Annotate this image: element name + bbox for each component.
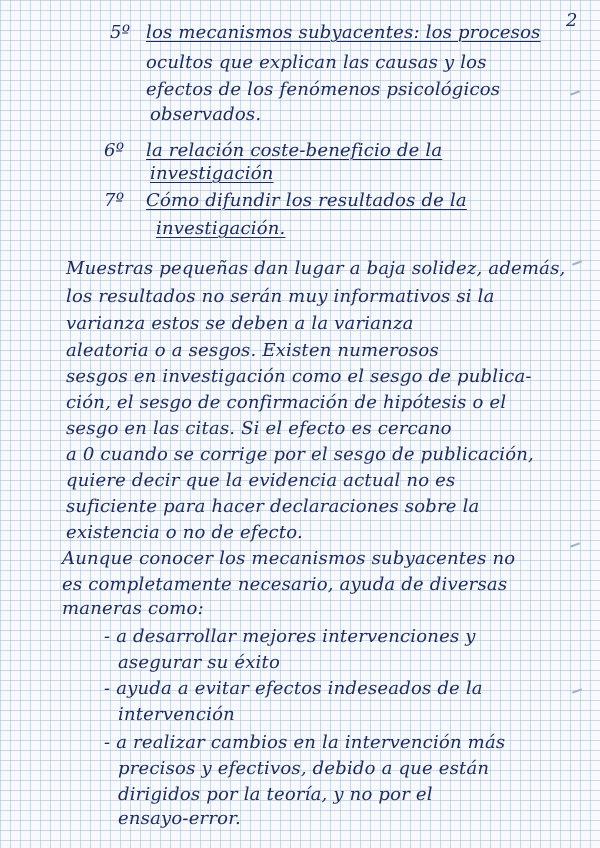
list-marker-5: 5º (110, 22, 131, 43)
list-item-7-line-1: Cómo difundir los resultados de la (146, 190, 467, 211)
paragraph-1-line: a 0 cuando se corrige por el sesgo de publicación, (66, 444, 534, 465)
paragraph-2-line: es completamente necesario, ayuda de diversas (62, 574, 508, 595)
bullet-item-1-line: - a desarrollar mejores intervenciones y (104, 626, 476, 647)
list-item-5-line-3: efectos de los fenómenos psicológicos (146, 79, 501, 100)
bullet-item-3-line: dirigidos por la teoría, y no por el (118, 784, 433, 805)
list-item-6-line-1: la relación coste-beneficio de la (146, 140, 443, 161)
paragraph-1-line: existencia o no de efecto. (66, 522, 303, 543)
paragraph-1-line: ción, el sesgo de confirmación de hipótesis o el (66, 392, 507, 413)
paragraph-1-line: sesgo en las citas. Si el efecto es cercano (66, 418, 452, 439)
bullet-item-3-line: ensayo-error. (118, 808, 241, 829)
bullet-item-3-line: precisos y efectivos, debido a que están (118, 758, 490, 779)
paragraph-1-line: aleatoria o a sesgos. Existen numerosos (66, 340, 439, 361)
bullet-item-2-line: intervención (118, 704, 235, 725)
paragraph-1-line: varianza estos se deben a la varianza (66, 313, 414, 334)
margin-mark (570, 90, 580, 95)
paragraph-2-line: maneras como: (62, 598, 204, 619)
page-number: 2 (566, 10, 578, 31)
list-marker-7: 7º (104, 190, 125, 211)
margin-mark (572, 688, 582, 693)
bullet-item-2-line: - ayuda a evitar efectos indeseados de la (104, 678, 483, 699)
bullet-item-1-line: asegurar su éxito (118, 652, 280, 673)
bullet-item-3-line: - a realizar cambios en la intervención más (104, 732, 506, 753)
paragraph-1-line: sesgos en investigación como el sesgo de publica- (66, 366, 532, 387)
margin-mark (572, 260, 582, 265)
margin-mark (570, 542, 580, 547)
paragraph-2-line: Aunque conocer los mecanismos subyacentes no (62, 548, 516, 569)
paragraph-1-line: Muestras pequeñas dan lugar a baja solidez, además, (66, 258, 566, 279)
list-marker-6: 6º (104, 140, 125, 161)
list-item-5-line-1: los mecanismos subyacentes: los procesos (146, 22, 541, 43)
list-item-7-line-2: investigación. (156, 218, 286, 239)
list-item-5-line-4: observados. (150, 104, 262, 125)
list-item-5-line-2: ocultos que explican las causas y los (146, 52, 487, 73)
paragraph-1-line: los resultados no serán muy informativos si la (66, 286, 495, 307)
list-item-6-line-2: investigación (150, 163, 274, 184)
paragraph-1-line: quiere decir que la evidencia actual no es (66, 470, 456, 491)
paragraph-1-line: suficiente para hacer declaraciones sobre la (66, 496, 480, 517)
